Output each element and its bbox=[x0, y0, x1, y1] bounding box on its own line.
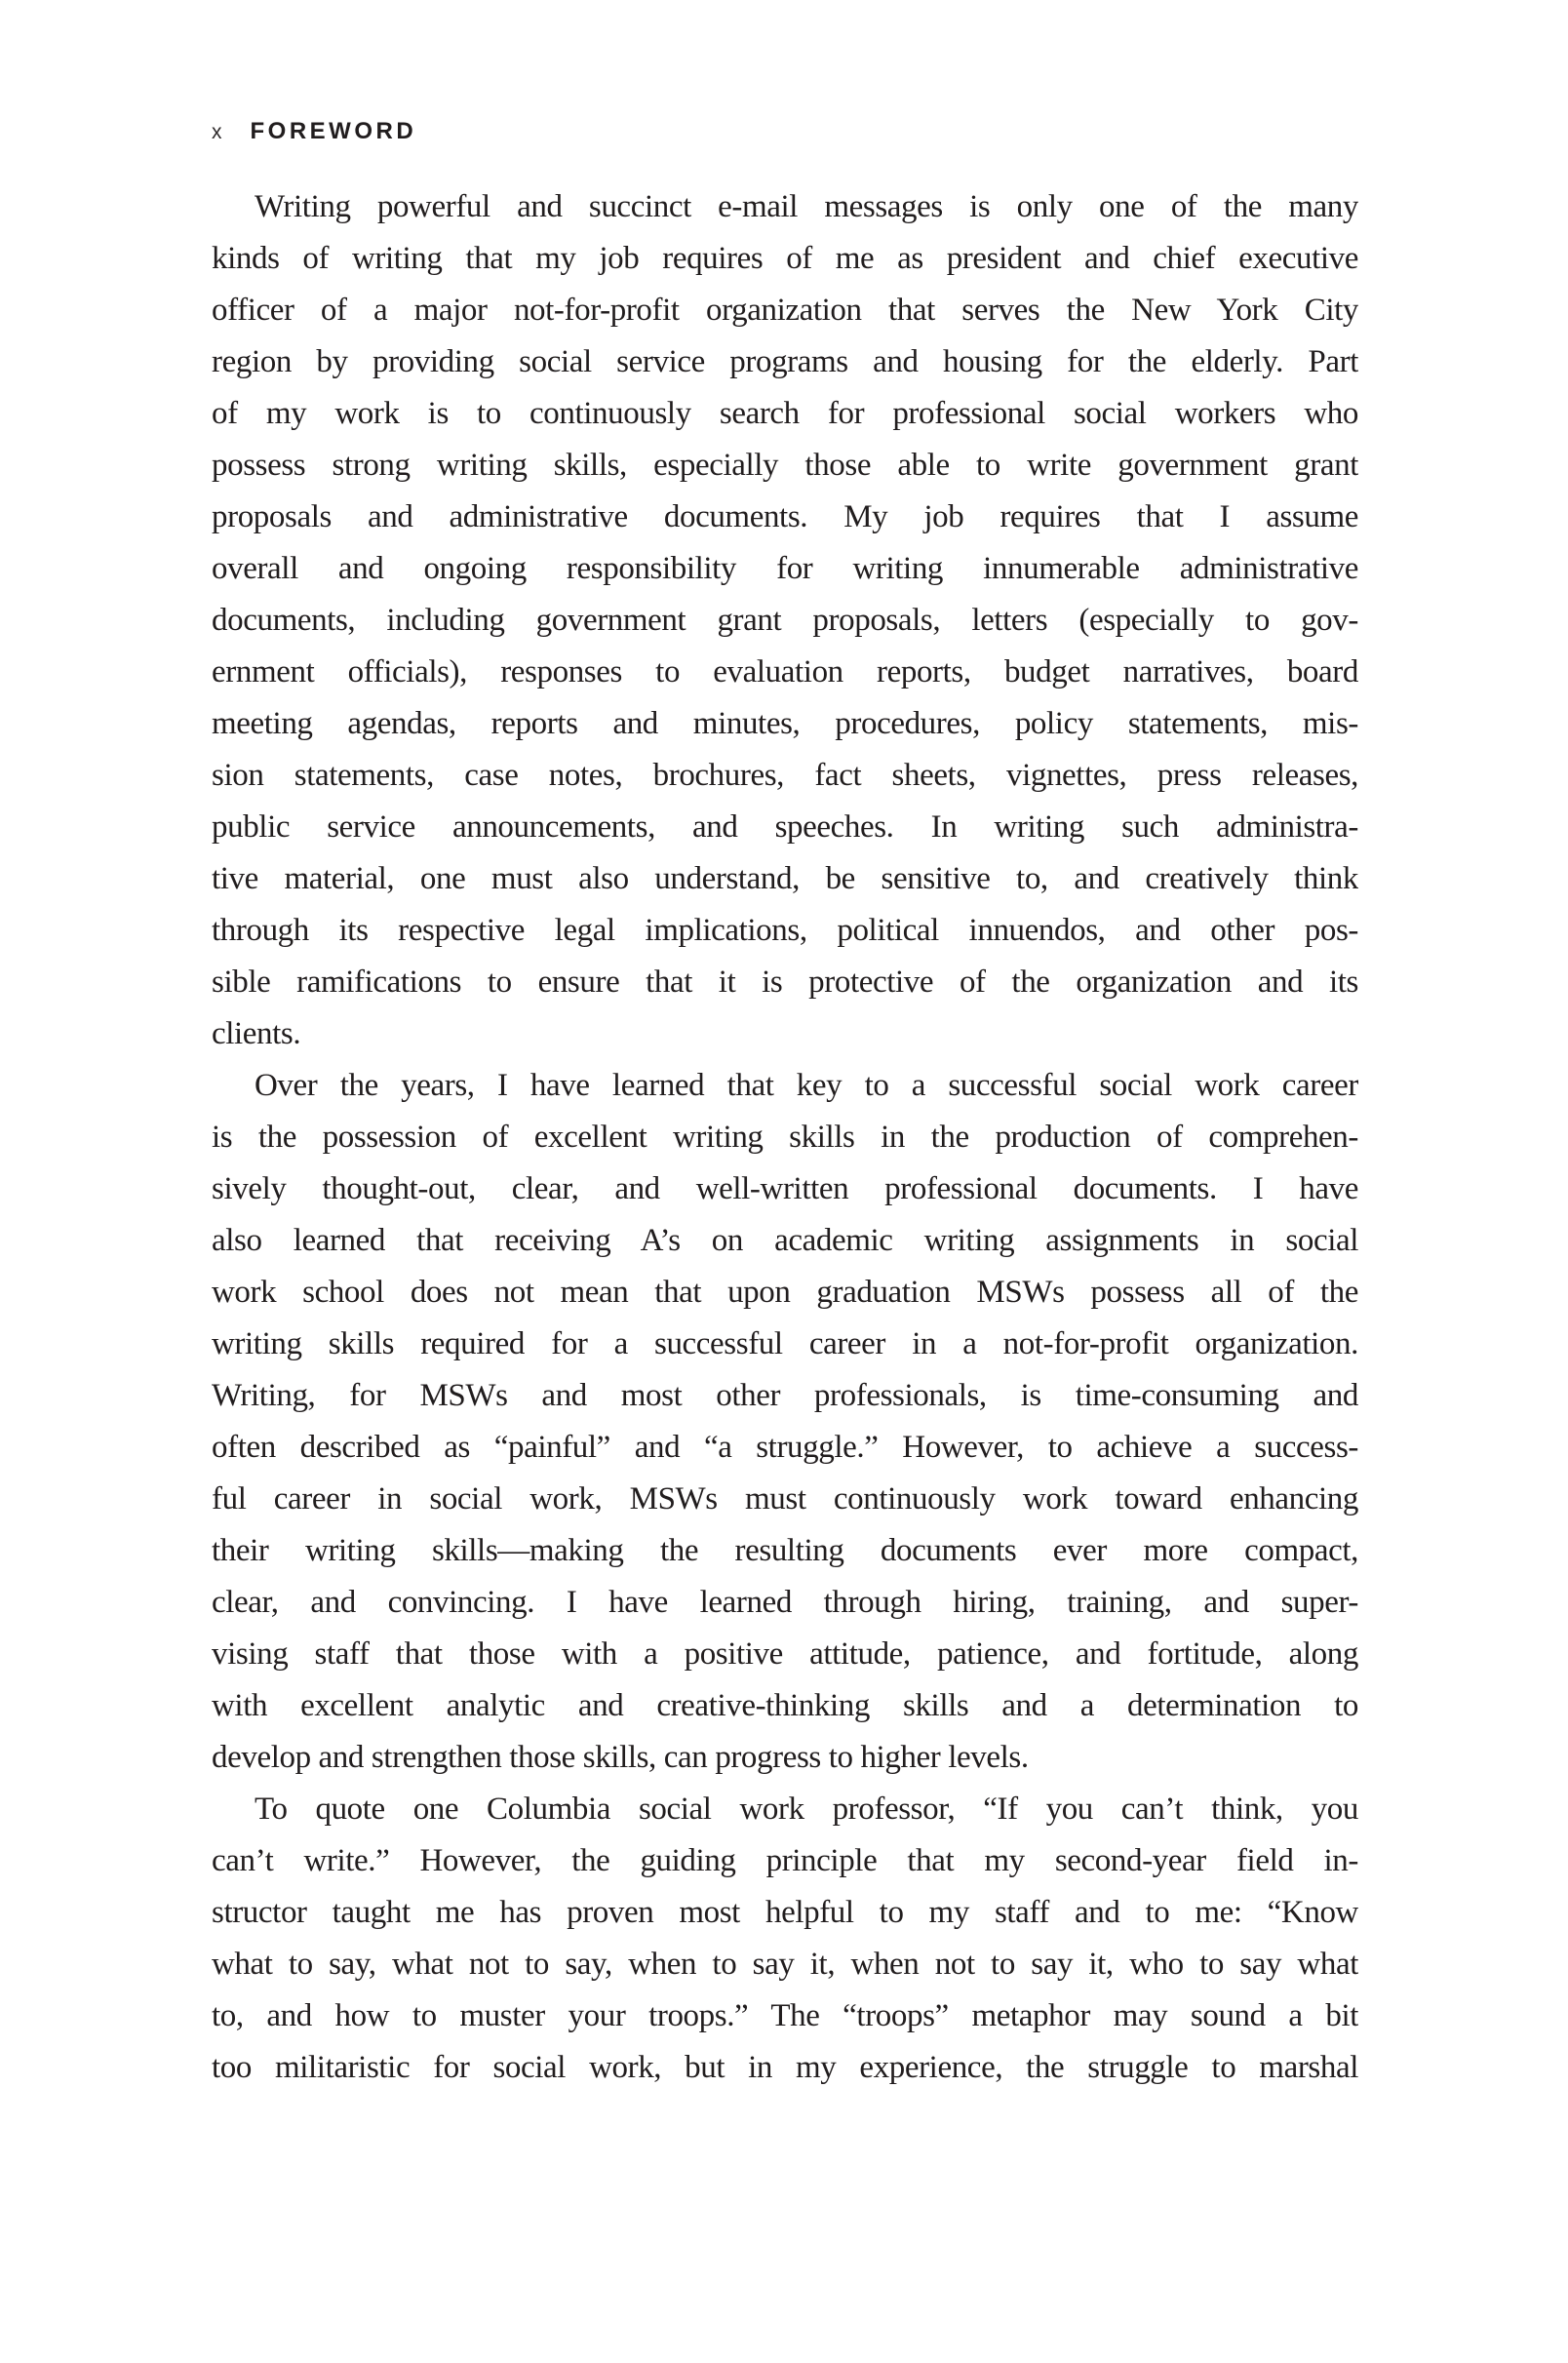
text-line: through its respective legal implications, political innuendos, and other pos- bbox=[212, 913, 1358, 948]
text-line: sively thought-out, clear, and well-written professional documents. I have bbox=[212, 1171, 1358, 1206]
text-line: structor taught me has proven most helpful to my staff and to me: “Know bbox=[212, 1895, 1358, 1930]
text-line: Over the years, I have learned that key to a successful social work career bbox=[255, 1068, 1358, 1103]
running-head bbox=[212, 118, 416, 145]
text-line: often described as “painful” and “a struggle.” However, to achieve a success- bbox=[212, 1430, 1358, 1465]
text-line: To quote one Columbia social work professor, “If you can’t think, you bbox=[255, 1792, 1358, 1827]
text-line: possess strong writing skills, especially those able to write government grant bbox=[212, 448, 1358, 483]
text-line: sible ramifications to ensure that it is protective of the organization and its bbox=[212, 965, 1358, 1000]
text-line: Writing powerful and succinct e-mail messages is only one of the many bbox=[255, 189, 1358, 224]
text-line: to, and how to muster your troops.” The “troops” metaphor may sound a bit bbox=[212, 1998, 1358, 2033]
page-number-folio: x bbox=[212, 121, 224, 143]
text-line: can’t write.” However, the guiding principle that my second-year field in- bbox=[212, 1843, 1358, 1878]
text-line: their writing skills—making the resulting documents ever more compact, bbox=[212, 1533, 1358, 1568]
paragraph bbox=[212, 181, 1358, 1060]
text-line: officer of a major not-for-profit organization that serves the New York City bbox=[212, 293, 1358, 328]
text-line: public service announcements, and speeches. In writing such administra- bbox=[212, 809, 1358, 845]
text-line: of my work is to continuously search for professional social workers who bbox=[212, 396, 1358, 431]
text-line: vising staff that those with a positive attitude, patience, and fortitude, along bbox=[212, 1636, 1358, 1672]
text-line: sion statements, case notes, brochures, fact sheets, vignettes, press releases, bbox=[212, 758, 1358, 793]
text-line: proposals and administrative documents. My job requires that I assume bbox=[212, 499, 1358, 534]
text-line: too militaristic for social work, but in my experience, the struggle to marshal bbox=[212, 2050, 1358, 2085]
text-line: writing skills required for a successful career in a not-for-profit organization. bbox=[212, 1326, 1358, 1361]
body-text bbox=[212, 181, 1358, 2094]
text-line: what to say, what not to say, when to say it, when not to say it, who to say what bbox=[212, 1947, 1358, 1982]
text-line: region by providing social service programs and housing for the elderly. Part bbox=[212, 344, 1358, 379]
text-line: meeting agendas, reports and minutes, procedures, policy statements, mis- bbox=[212, 706, 1358, 741]
text-line: overall and ongoing responsibility for writing innumerable administrative bbox=[212, 551, 1358, 586]
text-line: work school does not mean that upon graduation MSWs possess all of the bbox=[212, 1275, 1358, 1310]
text-line: develop and strengthen those skills, can progress to higher levels. bbox=[212, 1740, 1029, 1775]
text-line: with excellent analytic and creative-thinking skills and a determination to bbox=[212, 1688, 1358, 1723]
text-line: Writing, for MSWs and most other professionals, is time-consuming and bbox=[212, 1378, 1358, 1413]
running-head-title: FOREWORD bbox=[250, 118, 417, 144]
text-line: clients. bbox=[212, 1016, 301, 1051]
paragraph bbox=[212, 1060, 1358, 1784]
text-line: documents, including government grant proposals, letters (especially to gov- bbox=[212, 603, 1358, 638]
text-line: is the possession of excellent writing skills in the production of comprehen- bbox=[212, 1120, 1358, 1155]
text-line: ful career in social work, MSWs must continuously work toward enhancing bbox=[212, 1481, 1358, 1516]
text-line: also learned that receiving A’s on academic writing assignments in social bbox=[212, 1223, 1358, 1258]
text-line: ernment officials), responses to evaluation reports, budget narratives, board bbox=[212, 654, 1358, 689]
text-line: kinds of writing that my job requires of me as president and chief executive bbox=[212, 241, 1358, 276]
paragraph bbox=[212, 1784, 1358, 2094]
text-line: tive material, one must also understand, be sensitive to, and creatively think bbox=[212, 861, 1358, 896]
text-line: clear, and convincing. I have learned through hiring, training, and super- bbox=[212, 1585, 1358, 1620]
